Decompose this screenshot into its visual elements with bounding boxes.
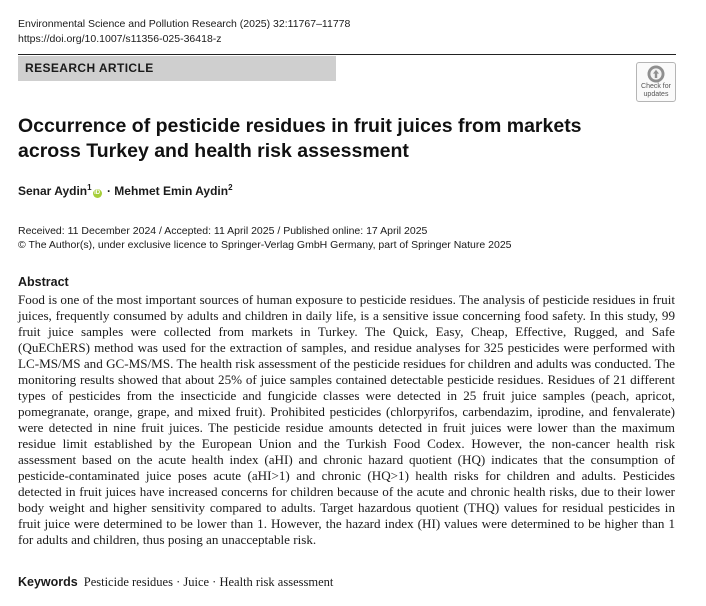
journal-header [18,17,350,47]
check-label-line2: updates [643,90,669,98]
publication-dates: Received: 11 December 2024 / Accepted: 11 April 2025 / Published online: 17 April 2025 [18,225,428,237]
doi-link[interactable]: https://doi.org/10.1007/s11356-025-36418-z [18,33,222,45]
title-line-2: across Turkey and health risk assessment [18,140,409,162]
author-name[interactable]: Mehmet Emin Aydin [114,184,229,198]
journal-citation: Environmental Science and Pollution Research (2025) 32:11767–11778 [18,18,351,30]
check-label-line1: Check for [641,83,671,90]
article-type-banner: RESEARCH ARTICLE [18,56,336,81]
publication-info [18,224,512,252]
header-rule [18,54,676,55]
copyright-notice: © The Author(s), under exclusive licence to Springer-Verlag GmbH Germany, part of Springer Nature 2025 [18,239,512,251]
author-affiliation: 2 [228,183,233,192]
check-for-updates-icon [647,65,665,83]
author-name[interactable]: Senar Aydin [18,184,88,198]
author-list [18,183,233,198]
keywords [18,575,333,590]
abstract-heading: Abstract [18,275,69,289]
author-affiliation: 1 [87,183,92,192]
title-line-1: Occurrence of pesticide residues in fruit juices from markets [18,115,582,137]
author-separator: · [106,184,111,198]
check-for-updates-badge[interactable] [636,62,676,102]
abstract-text: Food is one of the most important sources of human exposure to pesticide residues. The analysis of pesticide residues in fruit juices, frequently consumed by adults and children in daily life, is a sensitive issue concerning food safety. In this study, 99 fruit juice samples were collected from markets in Turkey. The Quick, Easy, Cheap, Effective, Rugged, and Safe (QuEChERS) method was used for the extraction of samples, and residue analyses for 325 pesticides were performed with LC-MS/MS and GC-MS/MS. The health risk assessment of the pesticide residues for children and adults was conducted. The monitoring results showed that about 25% of juice samples contained detectable pesticide residues. Residues of 21 different types of pesticides from the insecticide and fungicide classes were detected in 25 fruit juice samples (peach, apricot, pomegranate, orange, grape, and mixed fruit). Prohibited pesticides (chlorpyrifos, carbendazim, iprodine, and fenvalerate) were detected in nine fruit juices. The pesticide residue amounts detected in fruit juices were lower than the maximum residue limit established by the European Union and the Turkish Food Codex. However, the non-cancer health risk assessment based on the acute health index (aHI) and chronic hazard quotient (HQ) indicates that the consumption of pesticide-contaminated juice poses acute (aHI>1) and chronic (HQ>1) health risks for children and adults. Pesticides detected in fruit juices have increased concerns for children because of the acute and chronic health risks, due to their lower body weight and higher sensitivity compared to adults. Target hazardous quotient (THQ) values for residual pesticides in fruit juice were determined to be lower than 1. However, the hazard index (HI) values were determined to be higher than 1 for adults and children, thus posing an unacceptable risk. [18,292,675,547]
article-title [18,114,638,164]
orcid-icon[interactable]: iD [94,190,101,196]
keywords-heading: Keywords [18,575,78,589]
keywords-list: Pesticide residues · Juice · Health risk assessment [83,575,334,589]
